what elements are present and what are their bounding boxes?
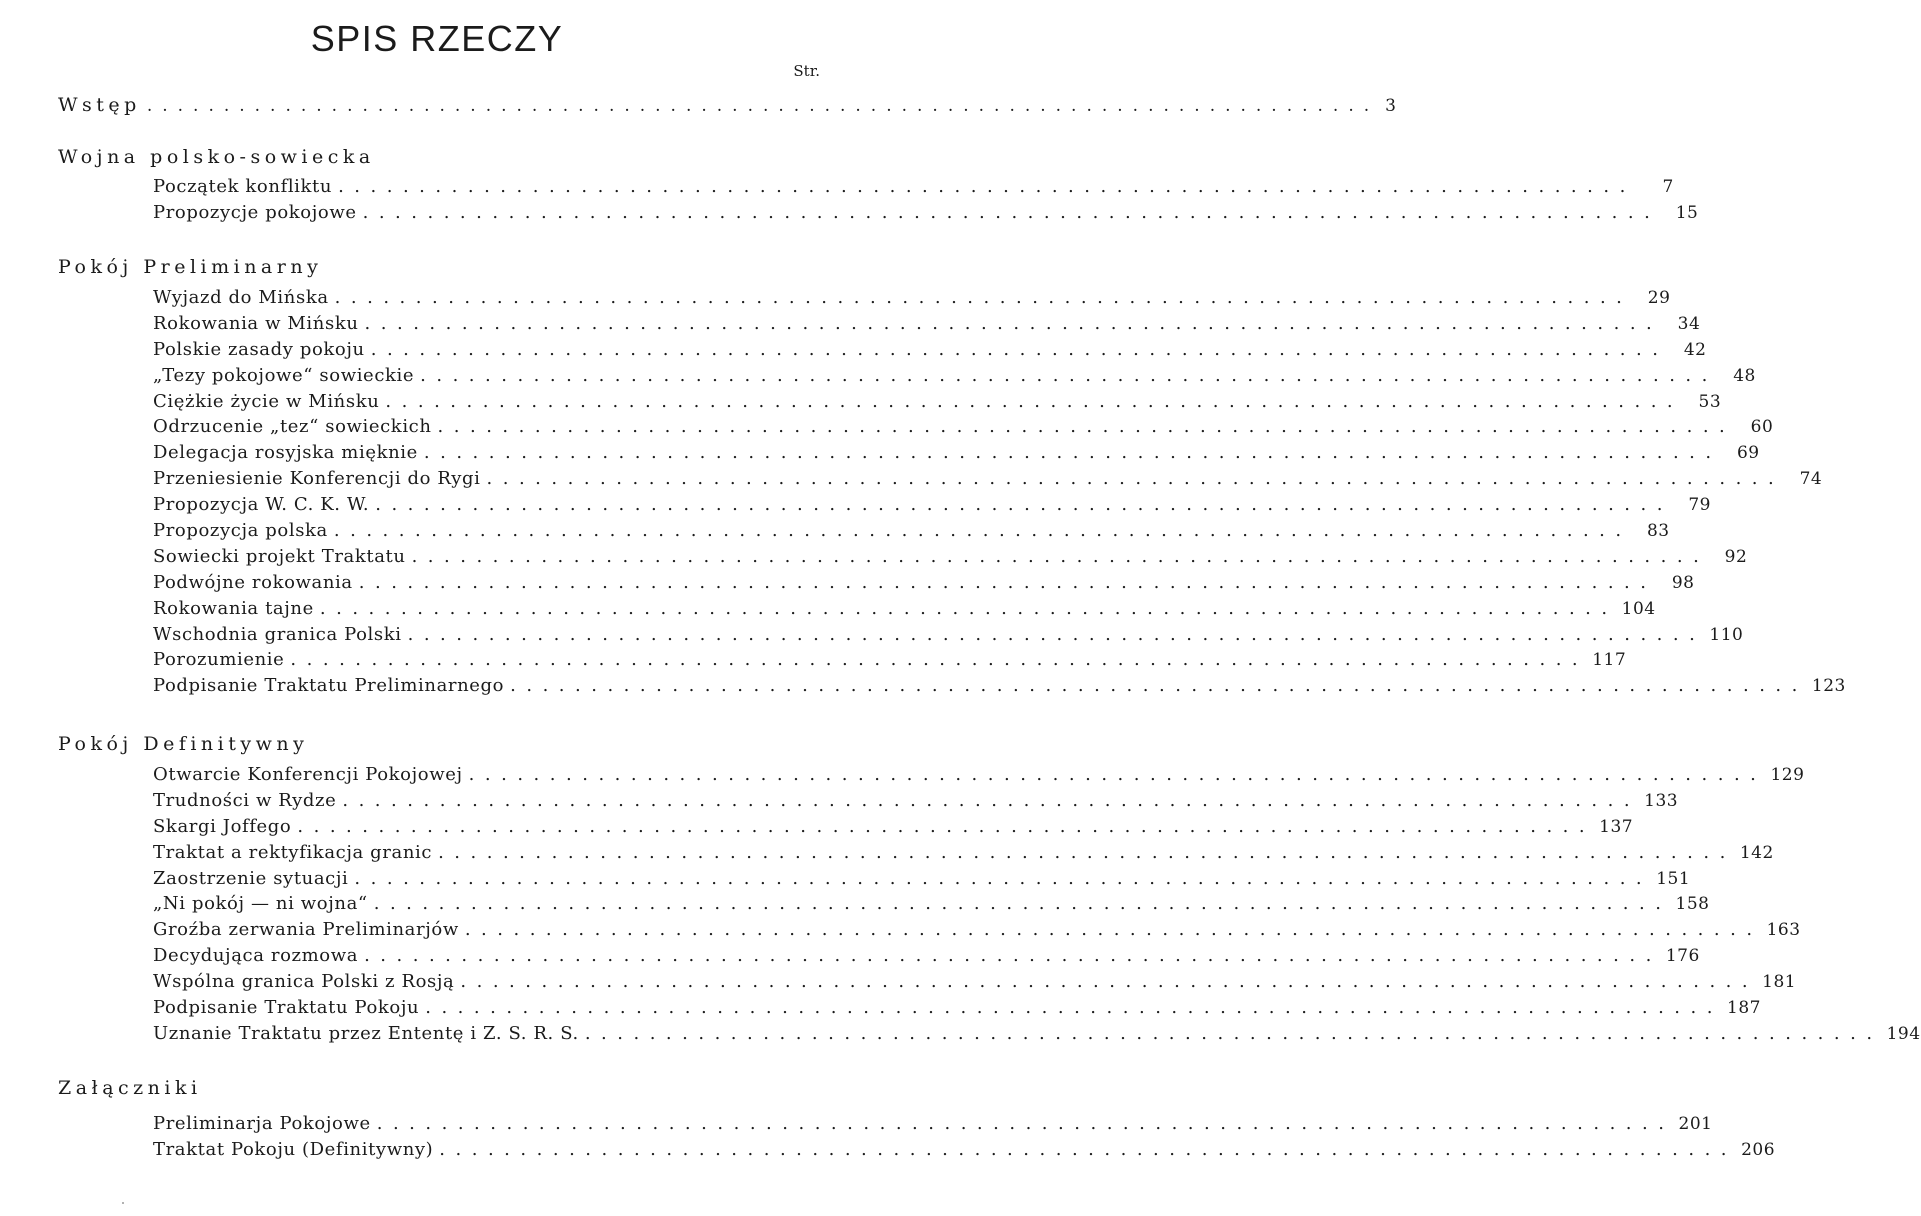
toc-entry-label: Preliminarja Pokojowe	[153, 1113, 371, 1134]
dot-leader: ................................................................................	[146, 96, 1380, 116]
toc-entry-page: 206	[1741, 1139, 1776, 1160]
toc-entry-label: Delegacja rosyjska mięknie	[153, 442, 418, 464]
toc-entry[interactable]	[153, 919, 1801, 945]
toc-entry-label: Traktat Pokoju (Definitywny)	[153, 1138, 434, 1160]
page-title: SPIS RZECZY	[310, 18, 564, 59]
toc-entry-page: 60	[1750, 417, 1774, 438]
toc-entry-label: Rokowania tajne	[153, 597, 314, 619]
dot-leader: ................................................................................	[338, 176, 1636, 197]
dot-leader: ................................................................................	[437, 416, 1736, 438]
toc-entry-label: Przeniesienie Konferencji do Rygi	[153, 468, 481, 490]
toc-entry-page: 117	[1592, 650, 1627, 671]
toc-entry-label: Wspólna granica Polski z Rosją	[153, 971, 455, 993]
dot-leader: ................................................................................	[319, 597, 1618, 619]
section-entries	[153, 287, 1846, 701]
dot-leader: ................................................................................	[486, 468, 1785, 490]
toc-entry-label: Wschodnia granica Polski	[153, 623, 402, 645]
dot-leader: ................................................................................	[364, 945, 1662, 967]
toc-entry[interactable]	[153, 841, 1774, 868]
toc-entry-page: 123	[1811, 676, 1846, 697]
toc-entry-page: 133	[1644, 790, 1679, 811]
toc-entry-label: Otwarcie Konferencji Pokojowej	[153, 764, 463, 785]
toc-entry-page: 15	[1675, 202, 1699, 223]
toc-entry[interactable]	[153, 468, 1823, 494]
section-entries	[153, 764, 1921, 1049]
toc-entry-label: Trudności w Rydze	[153, 789, 337, 811]
dot-leader: ................................................................................	[468, 764, 1767, 785]
toc-entry-label: Podpisanie Traktatu Pokoju	[153, 997, 420, 1019]
toc-entry[interactable]	[153, 623, 1744, 650]
toc-entry-page: 137	[1599, 816, 1634, 837]
dot-leader: ................................................................................	[333, 520, 1632, 542]
toc-entry-label: Decydująca rozmowa	[153, 945, 359, 967]
toc-entry-page: 104	[1621, 598, 1656, 619]
dot-leader: ................................................................................	[438, 841, 1736, 863]
toc-entry-page: 48	[1733, 365, 1756, 386]
section-heading: Załączniki	[58, 1077, 202, 1099]
section-entries	[153, 1113, 1776, 1165]
toc-entry-page: 110	[1709, 624, 1744, 645]
toc-entry-label: Odrzucenie „tez“ sowieckich	[153, 416, 432, 438]
toc-entry[interactable]	[153, 945, 1700, 971]
toc-entry-label: Sowiecki projekt Traktatu	[153, 545, 406, 567]
paper-speck	[122, 1202, 124, 1204]
toc-entry[interactable]	[153, 287, 1671, 313]
dot-leader: ................................................................................	[373, 893, 1672, 915]
toc-entry-page: 194	[1886, 1023, 1921, 1044]
toc-entry-page: 3	[1385, 96, 1396, 116]
toc-entry-label: Rokowania w Mińsku	[153, 312, 359, 334]
toc-entry-label: Propozycje pokojowe	[153, 201, 357, 223]
toc-entry[interactable]	[153, 997, 1761, 1023]
toc-entry-page: 53	[1698, 391, 1722, 412]
toc-entry[interactable]	[153, 675, 1846, 701]
toc-entry[interactable]	[153, 176, 1674, 202]
toc-entry[interactable]	[153, 312, 1701, 339]
dot-leader: ................................................................................	[385, 390, 1684, 412]
dot-leader: ................................................................................	[407, 623, 1706, 645]
dot-leader: ................................................................................	[362, 201, 1661, 223]
toc-entry-page: 7	[1662, 177, 1674, 197]
dot-leader: ................................................................................	[510, 675, 1808, 697]
section-heading: Pokój Preliminarny	[58, 256, 323, 278]
toc-entry-page: 187	[1727, 998, 1761, 1019]
dot-leader: ................................................................................	[425, 997, 1723, 1019]
toc-entry-label: Podwójne rokowania	[153, 571, 353, 593]
dot-leader: ................................................................................	[290, 649, 1589, 671]
dot-leader: ................................................................................	[334, 287, 1633, 308]
toc-entry-label: Propozycja polska	[153, 520, 328, 542]
toc-entry[interactable]	[153, 442, 1760, 468]
dot-leader: ................................................................................	[584, 1022, 1883, 1044]
dot-leader: ................................................................................	[358, 571, 1657, 593]
toc-entry-page: 83	[1646, 521, 1670, 542]
toc-entry-label: Groźba zerwania Preliminarjów	[153, 919, 459, 941]
toc-entry[interactable]	[153, 597, 1656, 624]
toc-entry-page: 176	[1665, 946, 1700, 967]
toc-entry-label: Skargi Joffego	[153, 815, 292, 837]
toc-entry[interactable]	[153, 201, 1699, 228]
toc-entry[interactable]	[153, 390, 1722, 417]
toc-entry-page: 142	[1739, 842, 1774, 863]
section-heading: Wojna polsko-sowiecka	[58, 146, 375, 168]
toc-entry-page: 151	[1656, 868, 1691, 889]
toc-entry-label: Podpisanie Traktatu Preliminarnego	[153, 675, 505, 697]
toc-entry-label: Traktat a rektyfikacja granic	[153, 841, 433, 863]
toc-entry-page: 163	[1766, 920, 1801, 941]
dot-leader: ................................................................................	[354, 867, 1653, 889]
toc-entry-page: 42	[1683, 339, 1707, 360]
toc-entry[interactable]	[153, 789, 1679, 816]
dot-leader: ................................................................................	[420, 364, 1718, 386]
dot-leader: ................................................................................	[464, 919, 1763, 941]
toc-entry[interactable]	[153, 1113, 1713, 1139]
toc-entry-label: Początek konfliktu	[153, 176, 333, 197]
toc-entry-intro[interactable]	[58, 94, 1396, 116]
toc-entry[interactable]	[153, 520, 1670, 546]
toc-entry[interactable]	[153, 494, 1711, 520]
toc-entry[interactable]	[153, 867, 1691, 894]
toc-entry-label: Propozycja W. C. K. W.	[153, 494, 370, 516]
toc-entry-page: 74	[1799, 469, 1823, 490]
section-heading: Pokój Definitywny	[58, 733, 309, 755]
dot-leader: ................................................................................	[460, 971, 1759, 993]
toc-entry[interactable]	[153, 364, 1756, 391]
dot-leader: ................................................................................	[297, 815, 1596, 837]
toc-entry[interactable]	[153, 971, 1797, 997]
toc-entry-label: Wstęp	[58, 94, 141, 116]
toc-entry-label: Wyjazd do Mińska	[153, 287, 329, 308]
toc-entry[interactable]	[153, 1022, 1921, 1049]
toc-entry[interactable]	[153, 815, 1634, 842]
toc-entry-page: 201	[1678, 1114, 1713, 1134]
toc-entry-label: „Tezy pokojowe“ sowieckie	[153, 364, 415, 386]
dot-leader: ................................................................................	[411, 545, 1710, 567]
dot-leader: ................................................................................	[342, 789, 1641, 811]
toc-entry-page: 158	[1675, 894, 1710, 915]
toc-entry-page: 79	[1688, 495, 1711, 516]
toc-entry-label: Polskie zasady pokoju	[153, 338, 365, 360]
dot-leader: ................................................................................	[364, 312, 1663, 334]
toc-entry[interactable]	[153, 649, 1627, 675]
toc-entry-page: 34	[1677, 313, 1701, 334]
toc-entry[interactable]	[153, 416, 1774, 442]
section-entries	[153, 176, 1699, 228]
toc-entry-page: 29	[1647, 288, 1671, 308]
toc-entry[interactable]	[153, 545, 1748, 572]
dot-leader: ................................................................................	[375, 494, 1673, 516]
dot-leader: ................................................................................	[376, 1113, 1675, 1134]
toc-entry[interactable]	[153, 893, 1710, 919]
dot-leader: ................................................................................	[423, 442, 1722, 464]
toc-entry-label: Zaostrzenie sytuacji	[153, 867, 349, 889]
dot-leader: ................................................................................	[439, 1138, 1738, 1160]
toc-entry[interactable]	[153, 338, 1707, 365]
toc-entry-page: 92	[1724, 546, 1748, 567]
toc-entry-label: Uznanie Traktatu przez Ententę i Z. S. R. S.	[153, 1022, 579, 1044]
toc-entry-page: 98	[1671, 572, 1695, 593]
toc-entry[interactable]	[153, 764, 1805, 790]
toc-entry-label: Porozumienie	[153, 649, 285, 671]
toc-entry-label: „Ni pokój — ni wojna“	[153, 893, 368, 915]
toc-entry-page: 181	[1762, 972, 1797, 993]
toc-entry-page: 129	[1770, 765, 1805, 785]
toc-entry-label: Ciężkie życie w Mińsku	[153, 390, 380, 412]
dot-leader: ................................................................................	[370, 338, 1669, 360]
toc-entry[interactable]	[153, 571, 1695, 598]
page-column-label: Str.	[793, 62, 820, 80]
toc-entry[interactable]	[153, 1138, 1776, 1165]
toc-entry-page: 69	[1736, 443, 1760, 464]
